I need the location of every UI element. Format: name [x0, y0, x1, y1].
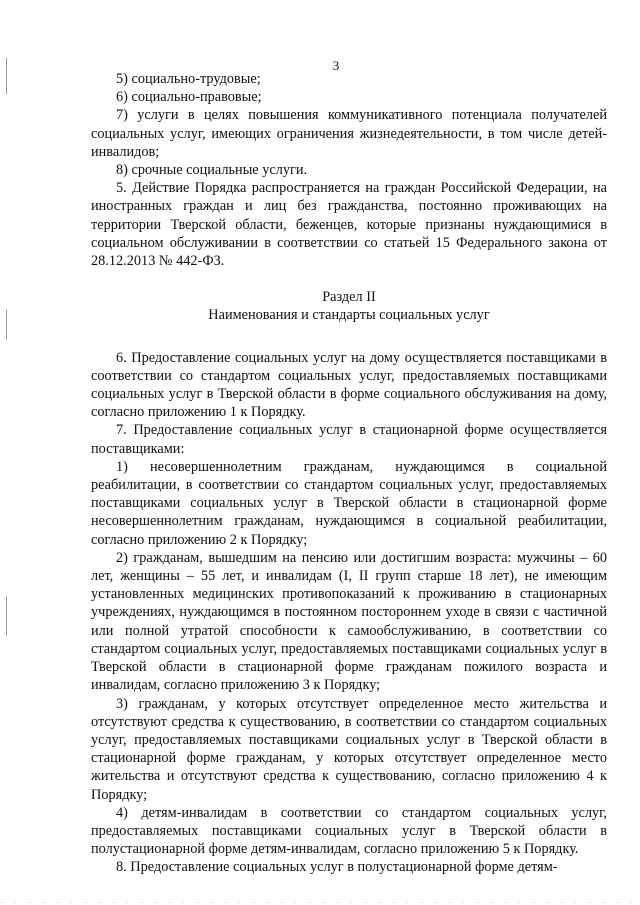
paragraph: 7. Предоставление социальных услуг в стационарной форме осуществляется поставщиками:: [91, 422, 607, 457]
scan-top-edge: [0, 2, 640, 3]
scan-margin-mark: [6, 310, 7, 340]
paragraph: 6. Предоставление социальных услуг на дому осуществляется поставщиками в соответствии со стандартом социальных услуг, предоставляемых поставщиками социальных услуг в Тверской области в форме социального обслуживания на дому, согласно приложению 1 к Порядку.: [91, 349, 607, 421]
list-item: 7) услуги в целях повышения коммуникативного потенциала получателей социальных услуг, имеющих ограничения жизнедеятельности, в том числе детей-инвалидов;: [91, 107, 607, 160]
paragraph: 8. Предоставление социальных услуг в полустационарной форме детям-: [116, 859, 558, 876]
list-item: 8) срочные социальные услуги.: [116, 162, 308, 179]
scan-margin-mark: [6, 596, 7, 636]
document-body: [91, 70, 607, 877]
page-number: 3: [332, 58, 340, 73]
list-item: 4) детям-инвалидам в соответствии со стандартом социальных услуг, предоставляемых поставщиками социальных услуг в Тверской области в полустационарной форме детям-инвалидам, согласно приложению 5 к Порядку.: [91, 804, 607, 858]
paragraph: 5. Действие Порядка распространяется на граждан Российской Федерации, на иностранных граждан и лиц без гражданства, постоянно проживающих на территории Тверской области, беженцев, которые признаны нуждающимися в социальном обслуживании в соответствии со статьей 15 Федерального закона от 28.12.2013 № 442-ФЗ.: [91, 180, 607, 270]
section-heading: [91, 288, 607, 324]
list-item: 5) социально-трудовые;: [116, 71, 261, 87]
section-number: Раздел II: [322, 289, 376, 306]
list-item: 2) гражданам, вышедшим на пенсию или достигшим возраста: мужчины – 60 лет, женщины – 55 лет, и инвалидам (I, II групп старше 18 лет), не имеющим установленных медицинских противопоказаний к проживанию в стационарных учреждениях, нуждающимся в постоянном постороннем уходе в связи с частичной или полной утратой способности к самообслуживанию, в соответствии со стандартом социальных услуг, предоставляемых поставщиками социальных услуг в Тверской области в стационарной форме гражданам пожилого возраста и инвалидам, согласно приложению 3 к Порядку;: [91, 549, 607, 694]
list-item: 3) гражданам, у которых отсутствует определенное место жительства и отсутствуют средства к существованию, в соответствии со стандартом социальных услуг, предоставляемых поставщиками социальных услуг в Тверской области в стационарной форме гражданам, у которых отсутствует определенное место жительства и отсутствуют средства к существованию, согласно приложению 4 к Порядку;: [91, 695, 607, 803]
list-item: 1) несовершеннолетним гражданам, нуждающимся в социальной реабилитации, в соответствии со стандартом социальных услуг, предоставляемых поставщиками социальных услуг в Тверской области в стационарной форме несовершеннолетним гражданам, нуждающимся в социальной реабилитации, согласно приложению 2 к Порядку;: [91, 458, 607, 548]
list-item: 6) социально-правовые;: [116, 89, 262, 106]
section-title: Наименования и стандарты социальных услуг: [208, 307, 490, 324]
scan-bottom-edge: [0, 902, 640, 903]
